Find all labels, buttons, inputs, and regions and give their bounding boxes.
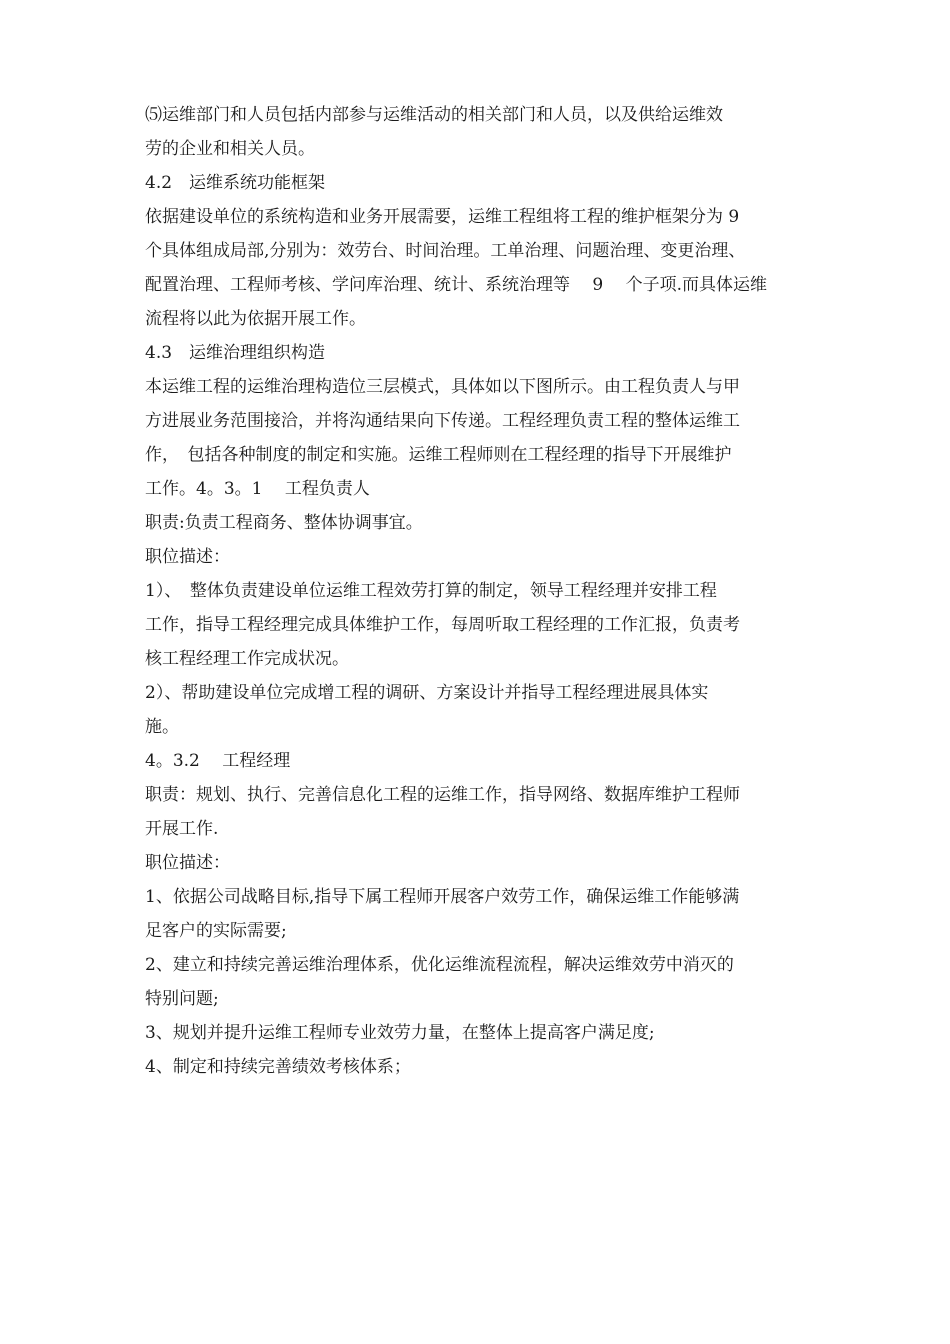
text-line: 1、依据公司战略目标,指导下属工程师开展客户效劳工作，确保运维工作能够满 [145,887,740,907]
text-line: 核工程经理工作完成状况。 [145,649,349,669]
text-line: 开展工作. [145,819,219,839]
text-line: 特别问题; [145,989,219,1009]
text-line: 作， 包括各种制度的制定和实施。运维工程师则在工程经理的指导下开展维护 [145,445,732,465]
text-line: 方进展业务范围接洽，并将沟通结果向下传递。工程经理负责工程的整体运维工 [145,411,740,431]
section-heading: 4。3.2 工程经理 [145,751,291,771]
text-line: 流程将以此为依据开展工作。 [145,309,366,329]
text-line: 足客户的实际需要; [145,921,287,941]
text-line: 工作，指导工程经理完成具体维护工作，每周听取工程经理的工作汇报，负责考 [145,615,740,635]
text-line: 依据建设单位的系统构造和业务开展需要，运维工程组将工程的维护框架分为 9 [145,207,740,227]
text-line: 1）、 整体负责建设单位运维工程效劳打算的制定，领导工程经理并安排工程 [145,581,717,601]
text-line: 职责：规划、执行、完善信息化工程的运维工作，指导网络、数据库维护工程师 [145,785,740,805]
text-line: 劳的企业和相关人员。 [145,139,315,159]
text-line: 2、建立和持续完善运维治理体系，优化运维流程流程，解决运维效劳中消灭的 [145,955,734,975]
document-body [145,98,825,1084]
text-line: 4、制定和持续完善绩效考核体系； [145,1057,411,1077]
text-line: 职位描述： [145,853,230,873]
text-line: 施。 [145,717,179,737]
text-line: 2）、帮助建设单位完成增工程的调研、方案设计并指导工程经理进展具体实 [145,683,709,703]
text-line: 3、规划并提升运维工程师专业效劳力量，在整体上提高客户满足度; [145,1023,655,1043]
section-heading: 4.3 运维治理组织构造 [145,343,326,363]
text-line: 职责:负责工程商务、整体协调事宜。 [145,513,423,533]
text-line: 职位描述： [145,547,230,567]
text-line: 本运维工程的运维治理构造位三层模式，具体如以下图所示。由工程负责人与甲 [145,377,740,397]
section-heading: 4.2 运维系统功能框架 [145,173,326,193]
text-line: ⑸运维部门和人员包括内部参与运维活动的相关部门和人员，以及供给运维效 [145,105,723,125]
text-line: 配置治理、工程师考核、学问库治理、统计、系统治理等 9 个子项.而具体运维 [145,275,768,295]
text-line: 个具体组成局部,分别为：效劳台、时间治理。工单治理、问题治理、变更治理、 [145,241,746,261]
text-line: 工作。4。3。1 工程负责人 [145,479,370,499]
